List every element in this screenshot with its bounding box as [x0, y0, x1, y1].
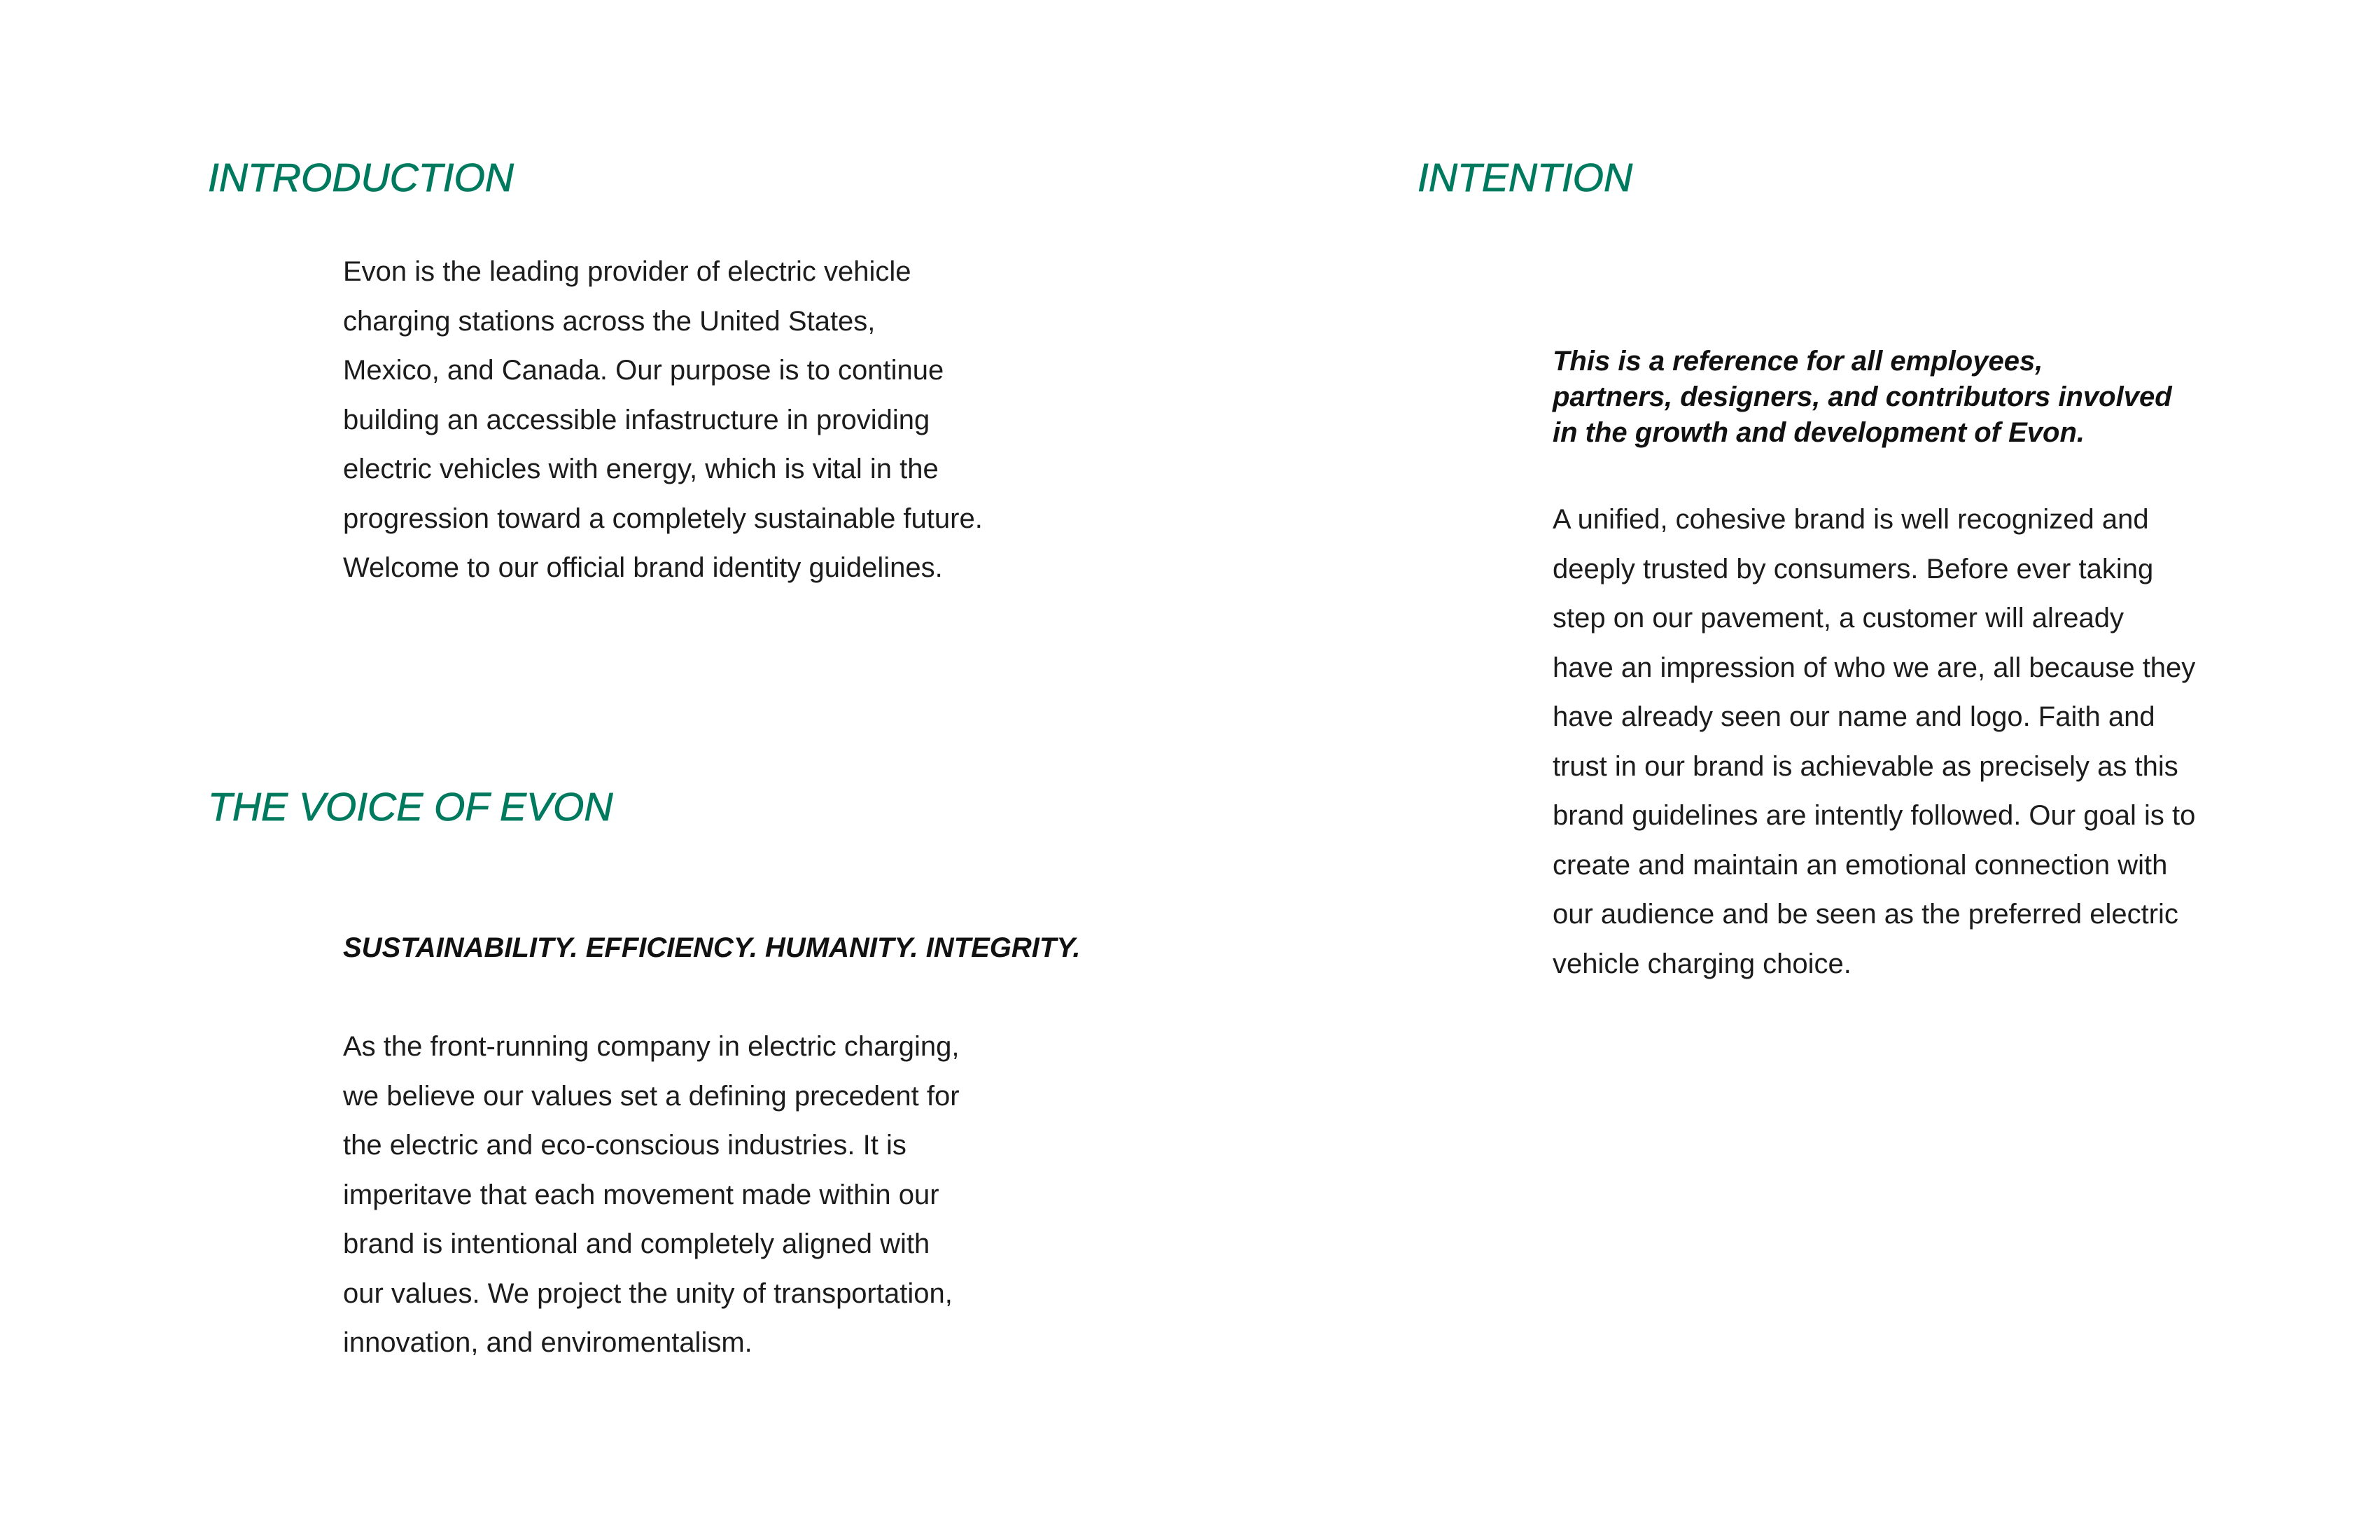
paragraph-line: progression toward a completely sustainable future. [343, 503, 983, 534]
paragraph-line: our audience and be seen as the preferred electric [1553, 899, 2178, 930]
paragraph-line: Welcome to our official brand identity guidelines. [343, 552, 943, 583]
paragraph-line: have already seen our name and logo. Faith and [1553, 701, 2155, 732]
lead-line: in the growth and development of Evon. [1553, 417, 2085, 448]
introduction-paragraph [343, 247, 983, 593]
paragraph-line: innovation, and enviromentalism. [343, 1327, 752, 1358]
intention-heading: INTENTION [1418, 155, 1633, 200]
paragraph-line: trust in our brand is achievable as precisely as this [1553, 750, 2178, 782]
paragraph-line: step on our pavement, a customer will already [1553, 603, 2124, 634]
voice-tagline: SUSTAINABILITY. EFFICIENCY. HUMANITY. INTEGRITY. [343, 932, 1081, 963]
paragraph-line: deeply trusted by consumers. Before ever taking [1553, 553, 2154, 584]
lead-line: This is a reference for all employees, [1553, 346, 2043, 377]
paragraph-line: brand is intentional and completely aligned with [343, 1228, 930, 1259]
intention-paragraph [1553, 495, 2195, 988]
paragraph-line: vehicle charging choice. [1553, 948, 1851, 979]
paragraph-line: A unified, cohesive brand is well recognized and [1553, 504, 2149, 535]
paragraph-line: we believe our values set a defining precedent for [343, 1080, 960, 1112]
paragraph-line: Mexico, and Canada. Our purpose is to continue [343, 355, 944, 386]
paragraph-line: create and maintain an emotional connection with [1553, 849, 2168, 881]
voice-paragraph [343, 1022, 960, 1368]
lead-line: partners, designers, and contributors involved [1553, 382, 2172, 412]
voice-heading: THE VOICE OF EVON [208, 785, 613, 830]
paragraph-line: building an accessible infastructure in providing [343, 404, 930, 435]
paragraph-line: electric vehicles with energy, which is vital in the [343, 454, 939, 484]
paragraph-line: Evon is the leading provider of electric vehicle [343, 256, 911, 287]
paragraph-line: brand guidelines are intently followed. Our goal is to [1553, 800, 2196, 831]
paragraph-line: the electric and eco-conscious industries. It is [343, 1130, 906, 1161]
paragraph-line: charging stations across the United States, [343, 305, 876, 337]
paragraph-line: imperitave that each movement made within our [343, 1179, 939, 1210]
paragraph-line: As the front-running company in electric charging, [343, 1031, 960, 1062]
introduction-heading: INTRODUCTION [208, 155, 514, 200]
paragraph-line: have an impression of who we are, all because they [1553, 652, 2196, 683]
intention-lead [1553, 344, 2172, 451]
paragraph-line: our values. We project the unity of transportation, [343, 1278, 953, 1309]
